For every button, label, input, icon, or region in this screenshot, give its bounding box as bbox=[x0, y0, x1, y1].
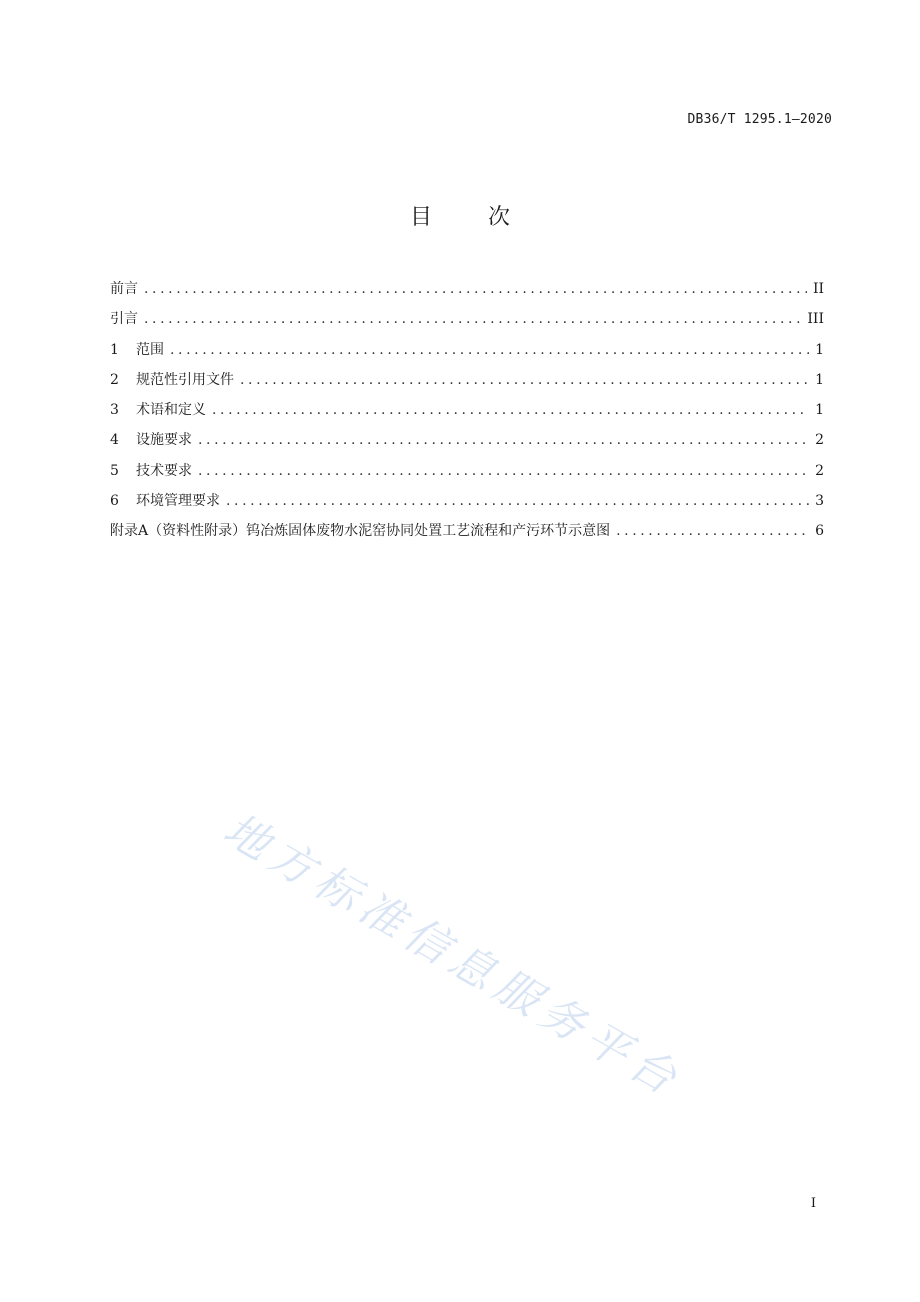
toc-leader-dots bbox=[240, 372, 809, 388]
toc-entry-appendix-a[interactable] bbox=[110, 520, 824, 550]
toc-entry-page: 6 bbox=[815, 523, 824, 540]
toc-entry-number: 4 bbox=[110, 432, 119, 449]
toc-entry-number: 5 bbox=[110, 462, 119, 479]
toc-entry-label: 范围 bbox=[136, 341, 164, 358]
toc-leader-dots bbox=[212, 402, 809, 418]
toc-title bbox=[0, 200, 920, 231]
toc-entry-page: 2 bbox=[815, 462, 824, 479]
toc-entry-technical-requirements[interactable] bbox=[110, 460, 824, 490]
toc-entry-page: 1 bbox=[815, 402, 824, 419]
toc-leader-dots bbox=[226, 493, 809, 509]
toc-entry-page: 1 bbox=[815, 371, 824, 388]
toc-leader-dots bbox=[144, 281, 807, 297]
table-of-contents bbox=[110, 278, 824, 551]
toc-leader-dots bbox=[616, 523, 809, 539]
toc-leader-dots bbox=[170, 342, 809, 358]
toc-title-char: 次 bbox=[488, 205, 511, 230]
document-code: DB36/T 1295.1—2020 bbox=[687, 112, 832, 127]
toc-entry-normative-references[interactable] bbox=[110, 369, 824, 399]
toc-entry-label: 规范性引用文件 bbox=[136, 371, 234, 388]
toc-title-char: 目 bbox=[409, 205, 432, 230]
toc-entry-label: 环境管理要求 bbox=[136, 493, 220, 510]
toc-entry-label: 技术要求 bbox=[136, 462, 192, 479]
toc-entry-number: 2 bbox=[110, 371, 119, 388]
toc-entry-number: 3 bbox=[110, 402, 119, 419]
toc-leader-dots bbox=[144, 311, 801, 327]
watermark-text: 地方标准信息服务平台 bbox=[215, 803, 691, 1108]
toc-entry-page: 3 bbox=[815, 493, 824, 510]
toc-entry-page: II bbox=[812, 281, 824, 297]
toc-leader-dots bbox=[198, 463, 809, 479]
toc-leader-dots bbox=[198, 432, 809, 448]
toc-entry-introduction[interactable] bbox=[110, 308, 824, 338]
toc-entry-label: 附录A（资料性附录）钨冶炼固体废物水泥窑协同处置工艺流程和产污环节示意图 bbox=[110, 523, 611, 540]
toc-entry-page: 2 bbox=[815, 432, 824, 449]
toc-entry-label: 术语和定义 bbox=[136, 402, 206, 419]
toc-entry-label: 设施要求 bbox=[136, 432, 192, 449]
toc-entry-facility-requirements[interactable] bbox=[110, 429, 824, 459]
toc-entry-terms-definitions[interactable] bbox=[110, 399, 824, 429]
toc-entry-label: 前言 bbox=[110, 281, 138, 297]
toc-entry-scope[interactable] bbox=[110, 339, 824, 369]
toc-entry-number: 6 bbox=[110, 493, 119, 510]
toc-entry-label: 引言 bbox=[110, 311, 138, 328]
page-number: I bbox=[810, 1196, 816, 1211]
toc-entry-page: 1 bbox=[815, 341, 824, 358]
toc-entry-preface[interactable] bbox=[110, 278, 824, 308]
toc-entry-environmental-management[interactable] bbox=[110, 490, 824, 520]
toc-entry-number: 1 bbox=[110, 341, 119, 358]
toc-entry-page: III bbox=[807, 311, 824, 328]
